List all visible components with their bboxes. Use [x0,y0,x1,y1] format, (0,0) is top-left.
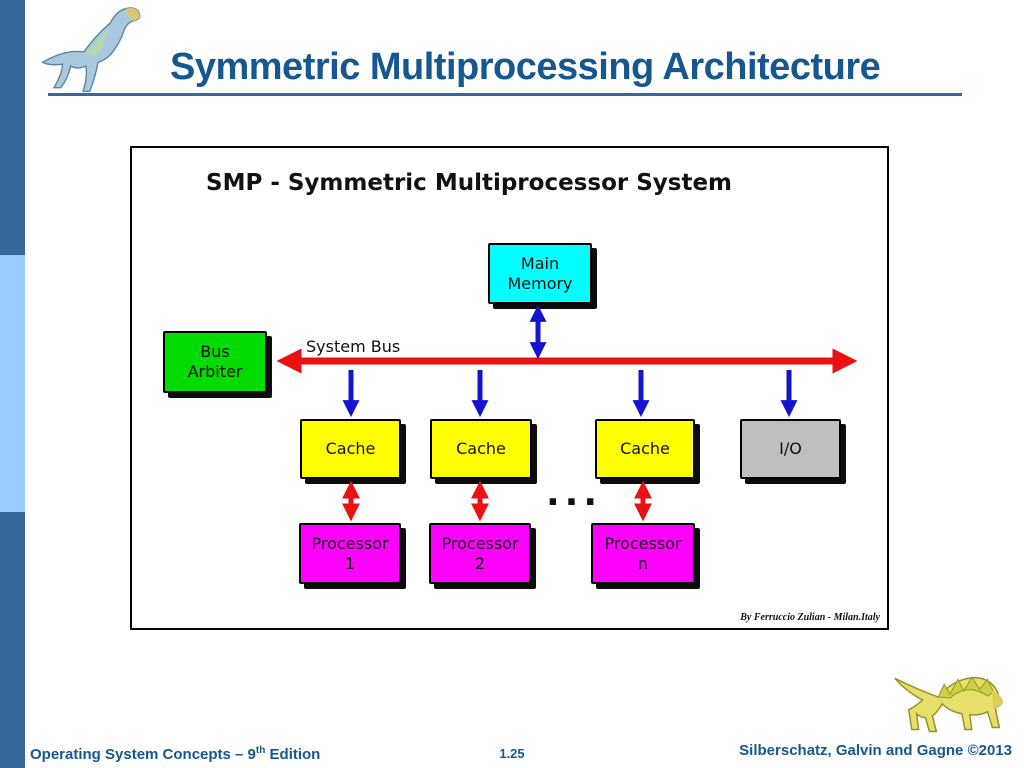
node-main-memory [488,243,592,304]
node-processor-1-label-line1: Processor [311,533,389,553]
node-processor-2-label-line2: 2 [474,553,486,573]
ellipsis-dots: ... [545,473,603,514]
node-cache-1-label: Cache [325,439,376,458]
node-cache-3 [595,419,695,479]
node-io-label: I/O [779,439,802,458]
node-bus-arbiter [163,331,267,393]
diagram-panel [130,146,889,630]
footer-edition-suffix: Edition [265,746,321,763]
diagram-title: SMP - Symmetric Multiprocessor System [206,170,733,196]
node-cache-1 [300,419,401,479]
footer-edition-sup: th [255,745,266,756]
node-processor-2-label-line1: Processor [441,533,519,553]
node-processor-n-label-line1: Processor [604,533,682,553]
node-processor-n-label-line2: n [637,553,649,573]
node-cache-2-label: Cache [456,439,506,458]
node-main-memory-label-line2: Memory [507,273,573,293]
node-bus-arbiter-label-line1: Bus [200,342,230,361]
node-cache-2 [430,419,532,479]
node-processor-2 [429,523,531,584]
node-processor-1 [299,523,401,584]
dinosaur-logo-top-icon [36,4,164,98]
footer-book-title [30,745,320,763]
node-main-memory-label-line1: Main [520,253,560,273]
node-processor-1-label-line2: 1 [344,553,356,573]
system-bus-label: System Bus [306,337,401,356]
node-io [740,419,841,479]
node-cache-3-label: Cache [620,439,670,458]
accent-bar-middle [0,255,25,512]
diagram-credit: By Ferruccio Zulian - Milan.Italy [740,612,880,623]
dinosaur-logo-bottom-icon [893,652,1021,744]
node-bus-arbiter-label-line2: Arbiter [187,362,243,381]
footer-book-prefix: Operating System Concepts – 9 [30,746,256,763]
node-processor-n [591,523,695,584]
accent-bar-top [0,0,25,255]
page-title: Symmetric Multiprocessing Architecture [170,46,881,88]
accent-bar-bottom [0,512,25,768]
footer-page-number: 1.25 [499,746,525,761]
title-underline [48,93,962,96]
footer-authors: Silberschatz, Galvin and Gagne ©2013 [739,742,1012,759]
